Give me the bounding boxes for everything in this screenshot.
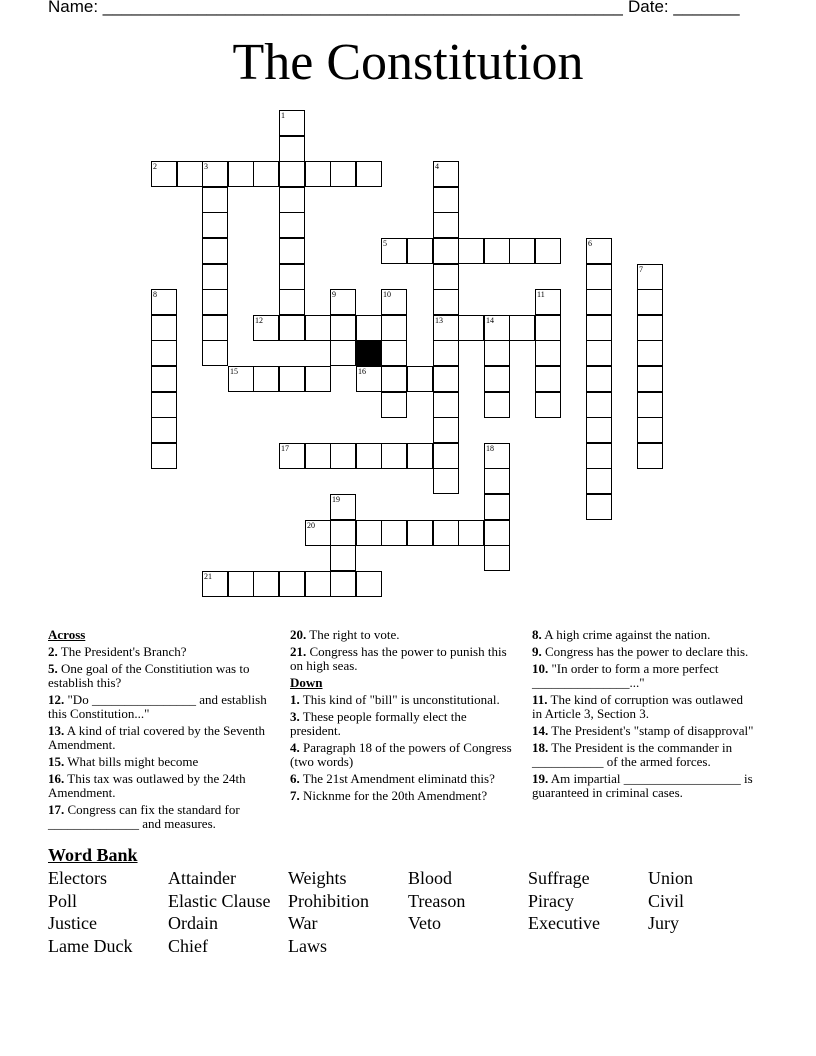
clue-number-label: 1.	[290, 692, 300, 707]
clue-number: 5	[383, 239, 387, 248]
crossword-cell[interactable]	[535, 315, 561, 341]
crossword-cell[interactable]	[305, 443, 331, 469]
crossword-cell[interactable]	[484, 520, 510, 546]
clue-number: 13	[435, 316, 443, 325]
word-bank-item: Civil	[648, 890, 685, 911]
clue-text: Congress has the power to declare this.	[541, 644, 749, 659]
crossword-cell[interactable]	[202, 187, 228, 213]
crossword-cell[interactable]	[407, 238, 433, 264]
clue-text: The right to vote.	[306, 627, 400, 642]
crossword-cell[interactable]	[356, 571, 382, 597]
name-line[interactable]: Name: _______________________________________________________	[48, 0, 623, 16]
crossword-block	[356, 340, 382, 366]
crossword-cell[interactable]	[279, 238, 305, 264]
clue-number: 20	[307, 521, 315, 530]
crossword-cell[interactable]	[279, 366, 305, 392]
crossword-cell[interactable]	[433, 443, 459, 469]
clue-number-label: 9.	[532, 644, 542, 659]
crossword-cell[interactable]	[305, 366, 331, 392]
clue-text: The kind of corruption was outlawed in Article 3, Section 3.	[532, 692, 743, 721]
word-bank-item: Poll	[48, 890, 78, 911]
clue-number-label: 8.	[532, 627, 542, 642]
clue-number: 19	[332, 495, 340, 504]
word-bank-item: Jury	[648, 913, 679, 934]
crossword-cell[interactable]	[433, 392, 459, 418]
crossword-cell[interactable]	[330, 443, 356, 469]
page-title: The Constitution	[232, 34, 584, 91]
crossword-cell[interactable]	[330, 161, 356, 187]
crossword-cell[interactable]	[151, 417, 177, 443]
clue	[290, 710, 512, 738]
crossword-cell[interactable]	[433, 289, 459, 315]
word-bank-item: Union	[648, 868, 693, 888]
word-bank-item: Electors	[48, 868, 107, 888]
crossword-cell[interactable]	[458, 238, 484, 264]
crossword-cell[interactable]	[535, 340, 561, 366]
clue-number: 10	[383, 290, 391, 299]
clue-text: Paragraph 18 of the powers of Congress (two words)	[290, 740, 512, 769]
crossword-cell[interactable]	[637, 366, 663, 392]
clue	[48, 755, 270, 769]
crossword-cell[interactable]	[381, 366, 407, 392]
date-line[interactable]: Date: _______	[628, 0, 740, 16]
crossword-cell[interactable]	[202, 238, 228, 264]
crossword-cell[interactable]	[151, 443, 177, 469]
crossword-cell[interactable]	[637, 392, 663, 418]
crossword-cell[interactable]	[535, 392, 561, 418]
clue-column-2	[290, 628, 512, 806]
clue-number: 1	[281, 111, 285, 120]
clue-number-label: 21.	[290, 644, 307, 659]
crossword-cell[interactable]	[484, 340, 510, 366]
crossword-cell[interactable]	[253, 571, 279, 597]
crossword-cell[interactable]	[202, 340, 228, 366]
crossword-cell[interactable]	[381, 520, 407, 546]
clue-text: "Do ________________ and establish this Constitution..."	[48, 692, 267, 721]
crossword-cell[interactable]	[509, 238, 535, 264]
crossword-cell[interactable]	[279, 571, 305, 597]
word-bank-item: Executive	[528, 913, 600, 934]
crossword-cell[interactable]	[356, 161, 382, 187]
crossword-cell[interactable]	[330, 315, 356, 341]
word-bank-item: Prohibition	[288, 890, 370, 911]
clue-text: A high crime against the nation.	[541, 627, 711, 642]
crossword-cell[interactable]	[305, 571, 331, 597]
word-bank-item: War	[288, 913, 318, 934]
crossword-cell[interactable]	[279, 289, 305, 315]
crossword-cell[interactable]	[586, 289, 612, 315]
crossword-cell[interactable]	[202, 212, 228, 238]
clue	[532, 772, 754, 800]
crossword-cell[interactable]	[407, 520, 433, 546]
crossword-cell[interactable]	[484, 366, 510, 392]
clue-text: "In order to form a more perfect _______________..."	[532, 661, 719, 690]
word-bank-item: Blood	[408, 868, 453, 888]
clue-number-label: 18.	[532, 740, 549, 755]
clue	[290, 645, 512, 673]
clue-number: 18	[486, 444, 494, 453]
crossword-cell[interactable]	[637, 340, 663, 366]
crossword-cell[interactable]	[586, 494, 612, 520]
clue-number-label: 12.	[48, 692, 65, 707]
word-bank-item: Treason	[408, 890, 466, 911]
crossword-cell[interactable]	[330, 340, 356, 366]
clue-number: 11	[537, 290, 545, 299]
clue-number: 21	[204, 572, 212, 581]
down-heading: Down	[290, 675, 323, 690]
crossword-cell[interactable]	[586, 392, 612, 418]
clue-number-label: 16.	[48, 771, 65, 786]
crossword-cell[interactable]	[151, 392, 177, 418]
crossword-cell[interactable]	[484, 238, 510, 264]
clue-number-label: 4.	[290, 740, 300, 755]
clue	[48, 772, 270, 800]
word-bank-item: Ordain	[168, 913, 218, 934]
crossword-cell[interactable]	[279, 212, 305, 238]
crossword-cell[interactable]	[433, 468, 459, 494]
crossword-cell[interactable]	[202, 289, 228, 315]
crossword-cell[interactable]	[484, 545, 510, 571]
crossword-cell[interactable]	[484, 468, 510, 494]
crossword-cell[interactable]	[279, 136, 305, 162]
crossword-cell[interactable]	[356, 520, 382, 546]
clue	[532, 645, 754, 659]
word-bank-item: Attainder	[168, 868, 236, 888]
clue-number-label: 5.	[48, 661, 58, 676]
crossword-cell[interactable]	[381, 315, 407, 341]
crossword-cell[interactable]	[202, 315, 228, 341]
crossword-cell[interactable]	[637, 315, 663, 341]
word-bank	[48, 868, 768, 959]
crossword-cell[interactable]	[330, 545, 356, 571]
crossword-cell[interactable]	[433, 238, 459, 264]
clue-number: 6	[588, 239, 592, 248]
crossword-cell[interactable]	[151, 315, 177, 341]
crossword-cell[interactable]	[381, 340, 407, 366]
word-bank-item: Piracy	[528, 890, 574, 911]
crossword-cell[interactable]	[305, 315, 331, 341]
crossword-cell[interactable]	[356, 443, 382, 469]
clue-number: 16	[358, 367, 366, 376]
crossword-cell[interactable]	[151, 366, 177, 392]
clue-number-label: 2.	[48, 644, 58, 659]
word-bank-item: Veto	[408, 913, 441, 934]
clue-number-label: 10.	[532, 661, 549, 676]
crossword-cell[interactable]	[484, 392, 510, 418]
crossword-cell[interactable]	[586, 264, 612, 290]
crossword-cell[interactable]	[202, 264, 228, 290]
crossword-cell[interactable]	[433, 417, 459, 443]
clue-number-label: 7.	[290, 788, 300, 803]
clue-number: 3	[204, 162, 208, 171]
crossword-cell[interactable]	[228, 161, 254, 187]
crossword-cell[interactable]	[637, 417, 663, 443]
crossword-cell[interactable]	[433, 187, 459, 213]
crossword-cell[interactable]	[330, 520, 356, 546]
clue-text: Congress can fix the standard for ______________ and measures.	[48, 802, 240, 831]
word-bank-item: Suffrage	[528, 868, 590, 888]
crossword-cell[interactable]	[177, 161, 203, 187]
clue-number-label: 13.	[48, 723, 65, 738]
crossword-cell[interactable]	[484, 494, 510, 520]
clue-number-label: 19.	[532, 771, 549, 786]
crossword-cell[interactable]	[586, 417, 612, 443]
crossword-cell[interactable]	[535, 366, 561, 392]
crossword-cell[interactable]	[637, 443, 663, 469]
word-bank-item: Chief	[168, 936, 208, 957]
clue-number-label: 17.	[48, 802, 65, 817]
clue-text: The President's "stamp of disapproval"	[548, 723, 754, 738]
clue-text: The 21st Amendment eliminatd this?	[299, 771, 495, 786]
clue-number: 2	[153, 162, 157, 171]
crossword-cell[interactable]	[381, 392, 407, 418]
clue	[48, 724, 270, 752]
clue	[48, 645, 270, 659]
crossword-cell[interactable]	[586, 468, 612, 494]
crossword-cell[interactable]	[433, 264, 459, 290]
crossword-cell[interactable]	[279, 187, 305, 213]
clue-number-label: 6.	[290, 771, 300, 786]
crossword-cell[interactable]	[586, 315, 612, 341]
crossword-cell[interactable]	[407, 366, 433, 392]
clue	[290, 693, 512, 707]
crossword-cell[interactable]	[356, 315, 382, 341]
clue	[48, 803, 270, 831]
clue-text: These people formally elect the president.	[290, 709, 467, 738]
clue-number: 8	[153, 290, 157, 299]
clue-number: 7	[639, 265, 643, 274]
crossword-cell[interactable]	[586, 340, 612, 366]
crossword-cell[interactable]	[330, 571, 356, 597]
clue-text: Am impartial __________________ is guaranteed in criminal cases.	[532, 771, 753, 800]
word-bank-item: Lame Duck	[48, 936, 133, 957]
crossword-cell[interactable]	[586, 443, 612, 469]
crossword-cell[interactable]	[279, 161, 305, 187]
crossword-cell[interactable]	[279, 315, 305, 341]
clue	[48, 662, 270, 690]
clue-text: This tax was outlawed by the 24th Amendment.	[48, 771, 246, 800]
clue-number: 15	[230, 367, 238, 376]
clue-number: 4	[435, 162, 439, 171]
clue-number-label: 14.	[532, 723, 549, 738]
word-bank-item: Laws	[288, 936, 327, 957]
clue	[48, 693, 270, 721]
clue-column-3	[532, 628, 754, 803]
crossword-cell[interactable]	[407, 443, 433, 469]
crossword-cell[interactable]	[586, 366, 612, 392]
clue-number-label: 11.	[532, 692, 548, 707]
clue-number: 14	[486, 316, 494, 325]
clue	[532, 724, 754, 738]
crossword-cell[interactable]	[253, 366, 279, 392]
clue-number: 12	[255, 316, 263, 325]
crossword-cell[interactable]	[433, 340, 459, 366]
clue	[532, 741, 754, 769]
crossword-cell[interactable]	[253, 161, 279, 187]
clue	[290, 789, 512, 803]
crossword-cell[interactable]	[535, 238, 561, 264]
crossword-cell[interactable]	[433, 520, 459, 546]
clue-text: A kind of trial covered by the Seventh Amendment.	[48, 723, 265, 752]
clue	[290, 741, 512, 769]
word-bank-item: Justice	[48, 913, 97, 934]
crossword-cell[interactable]	[151, 340, 177, 366]
clue-text: One goal of the Constitiution was to establish this?	[48, 661, 250, 690]
clue-number-label: 20.	[290, 627, 307, 642]
crossword-cell[interactable]	[433, 212, 459, 238]
word-bank-title: Word Bank	[48, 845, 138, 865]
clue-text: The President is the commander in ___________ of the armed forces.	[532, 740, 733, 769]
crossword-cell[interactable]	[509, 315, 535, 341]
clue-text: What bills might become	[64, 754, 199, 769]
crossword-cell[interactable]	[458, 315, 484, 341]
word-bank-item: Elastic Clause	[168, 890, 271, 911]
clue-number: 9	[332, 290, 336, 299]
crossword-cell[interactable]	[279, 264, 305, 290]
clue	[290, 628, 512, 642]
clue	[290, 772, 512, 786]
crossword-cell[interactable]	[637, 289, 663, 315]
clue	[532, 693, 754, 721]
clue-text: Nicknme for the 20th Amendment?	[299, 788, 488, 803]
clue-number: 17	[281, 444, 289, 453]
clue-number-label: 3.	[290, 709, 300, 724]
crossword-cell[interactable]	[458, 520, 484, 546]
crossword-cell[interactable]	[228, 571, 254, 597]
word-bank-item: Weights	[288, 868, 347, 888]
crossword-cell[interactable]	[381, 443, 407, 469]
clue-text: This kind of "bill" is unconstitutional.	[299, 692, 500, 707]
crossword-cell[interactable]	[433, 366, 459, 392]
clue-number-label: 15.	[48, 754, 65, 769]
crossword-cell[interactable]	[305, 161, 331, 187]
clue	[532, 628, 754, 642]
clue	[532, 662, 754, 690]
clue-text: The President's Branch?	[57, 644, 187, 659]
across-heading: Across	[48, 627, 86, 642]
clue-column-1	[48, 628, 270, 834]
clue-text: Congress has the power to punish this on high seas.	[290, 644, 507, 673]
